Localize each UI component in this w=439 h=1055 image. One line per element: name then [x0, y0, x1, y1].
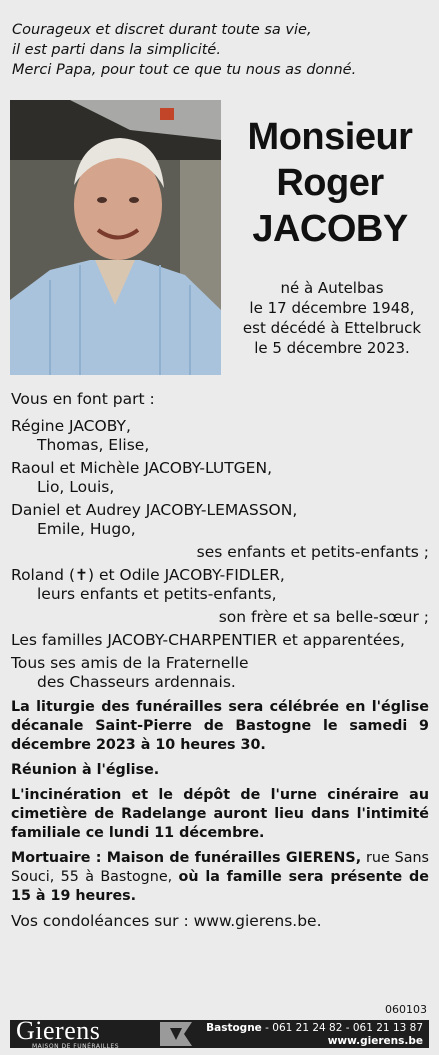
- mortuary-name: Mortuaire : Maison de funérailles GIERENS,: [11, 850, 362, 866]
- contact-phones: - 061 21 24 82 - 061 21 13 87: [261, 1022, 423, 1034]
- funeral-home-banner: [10, 1016, 429, 1050]
- family-line: Thomas, Elise,: [37, 436, 150, 454]
- family-line: Les familles JACOBY-CHARPENTIER et apparentées,: [11, 631, 405, 649]
- family-line: des Chasseurs ardennais.: [37, 673, 236, 691]
- contact-info: [206, 1022, 423, 1048]
- birth-line: né à Autelbas: [280, 279, 384, 297]
- birth-line: le 5 décembre 2023.: [254, 339, 410, 357]
- mortuary-address: rue Sans Souci, 55 à Bastogne,: [11, 850, 430, 885]
- family-line: Emile, Hugo,: [37, 520, 136, 538]
- birth-line: est décédé à Ettelbruck: [242, 319, 422, 337]
- family-line: Lio, Louis,: [37, 478, 115, 496]
- condolences-line: Vos condoléances sur : www.gierens.be.: [11, 912, 322, 930]
- mortuary-hours: où la famille sera présente de 15 à 19 heures.: [11, 869, 429, 904]
- family-line: Régine JACOBY,: [11, 417, 131, 435]
- burial-info: L'incinération et le dépôt de l'urne cinéraire au cimetière de Radelange auront lieu dans l'intimité familiale ce lundi 11 décembre.: [11, 787, 429, 841]
- deceased-portrait: [10, 100, 221, 375]
- name-first: Roger: [276, 162, 384, 204]
- name-last: JACOBY: [252, 208, 408, 250]
- mortuary-info: [11, 849, 429, 906]
- family-line: leurs enfants et petits-enfants,: [37, 585, 277, 603]
- announcement-body: [11, 390, 429, 931]
- reunion-info: Réunion à l'église.: [11, 762, 160, 778]
- logo-subtitle: MAISON DE FUNÉRAILLES: [32, 1043, 120, 1050]
- contact-city: Bastogne: [206, 1022, 262, 1034]
- intro-line: Courageux et discret durant toute sa vie,: [12, 22, 312, 38]
- intro-line: Merci Papa, pour tout ce que tu nous as donné.: [12, 62, 357, 78]
- portrait-illustration: [10, 100, 221, 375]
- name-title: Monsieur: [247, 116, 413, 158]
- announce-line: Vous en font part :: [11, 390, 155, 408]
- contact-website[interactable]: www.gierens.be: [327, 1035, 423, 1047]
- logo-mark-icon: [156, 1020, 196, 1048]
- family-line: Raoul et Michèle JACOBY-LUTGEN,: [11, 459, 273, 477]
- family-line: Tous ses amis de la Fraternelle: [11, 654, 249, 672]
- intro-quote: [12, 20, 356, 80]
- family-relation: son frère et sa belle-sœur ;: [218, 608, 429, 626]
- deceased-name: [230, 114, 430, 252]
- gierens-logo: Gierens: [16, 1016, 101, 1045]
- liturgy-info: La liturgie des funérailles sera célébrée en l'église décanale Saint-Pierre de Bastogne le samedi 9 décembre 2023 à 10 heures 30.: [11, 699, 429, 753]
- birth-death-info: [230, 278, 434, 358]
- birth-line: le 17 décembre 1948,: [249, 299, 415, 317]
- family-line: Daniel et Audrey JACOBY-LEMASSON,: [11, 501, 298, 519]
- intro-line: il est parti dans la simplicité.: [12, 42, 221, 58]
- family-relation: ses enfants et petits-enfants ;: [196, 543, 429, 561]
- reference-number: 060103: [385, 1003, 427, 1016]
- family-line: Roland (✝) et Odile JACOBY-FIDLER,: [11, 566, 285, 584]
